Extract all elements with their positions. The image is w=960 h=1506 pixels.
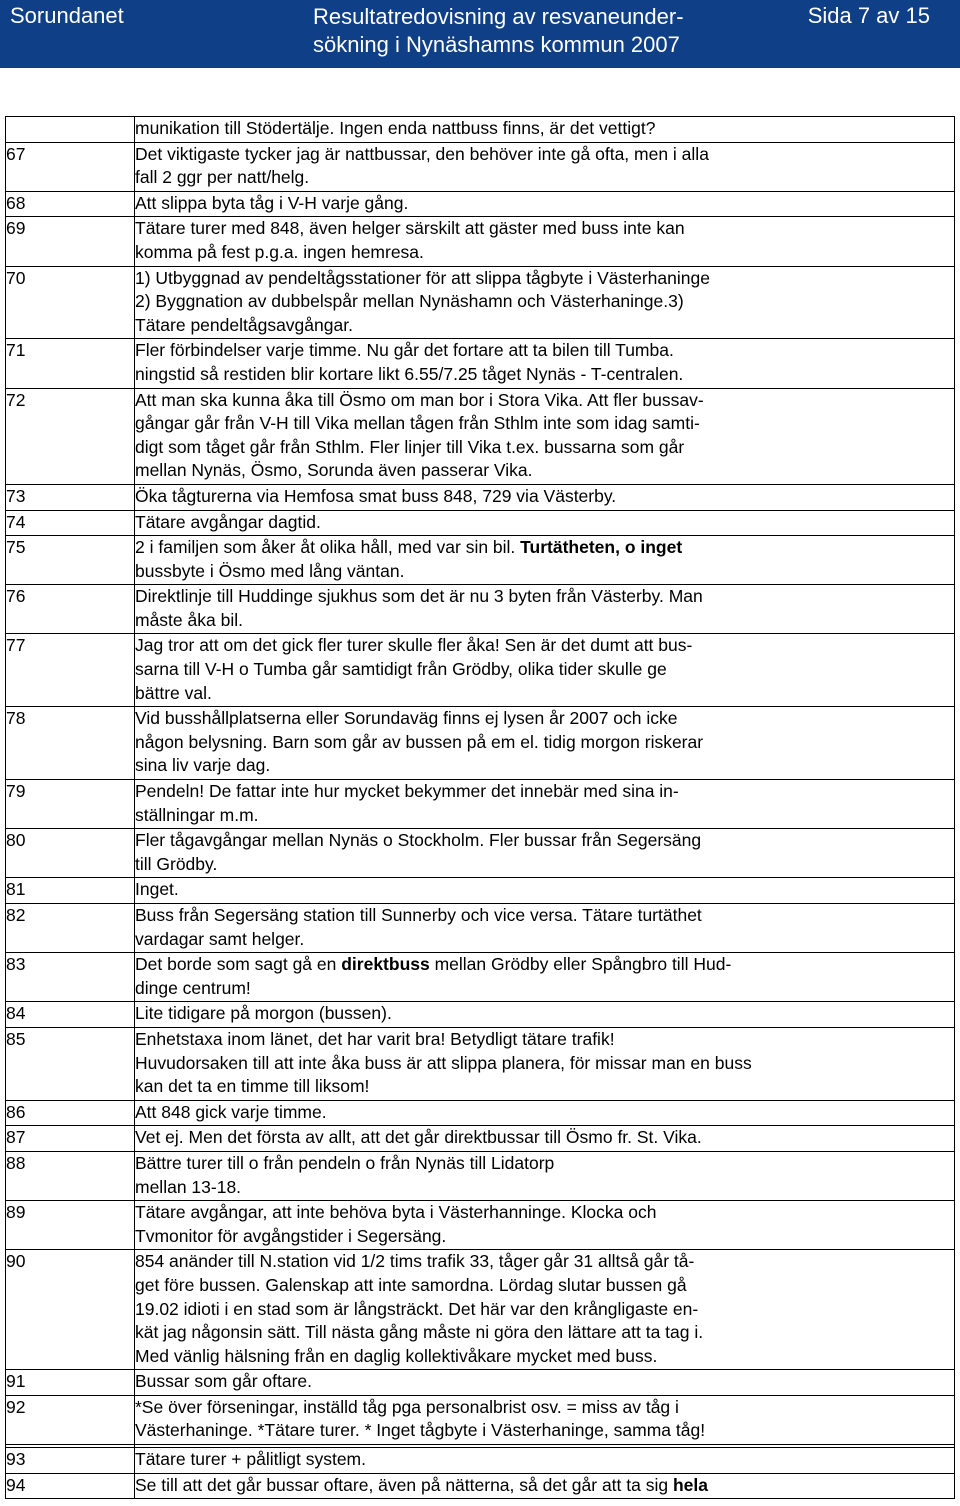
response-line: sina liv varje dag. <box>135 755 271 776</box>
response-line: ningstid så restiden blir kortare likt 6.55/7.25 tåget Nynäs - T-centralen. <box>135 363 684 384</box>
document-title-line-2: sökning i Nynäshamns kommun 2007 <box>313 32 680 57</box>
response-line: Enhetstaxa inom länet, det har varit bra! Betydligt tätare trafik! <box>135 1028 615 1049</box>
responses-table-body <box>6 117 955 1499</box>
response-number: 69 <box>6 217 135 266</box>
response-number: 77 <box>6 634 135 707</box>
response-segment: mellan Grödby eller Spångbro till Hud- <box>429 954 732 975</box>
table-row <box>6 953 955 1002</box>
response-number: 87 <box>6 1126 135 1152</box>
table-row <box>6 217 955 266</box>
response-number: 80 <box>6 829 135 878</box>
table-row <box>6 536 955 585</box>
response-number <box>6 117 135 143</box>
response-line: Direktlinje till Huddinge sjukhus som det är nu 3 byten från Västerby. Man <box>135 586 703 607</box>
emphasized-text: hela <box>672 1474 708 1495</box>
table-row <box>6 266 955 339</box>
response-segment: bussbyte i Ösmo med lång väntan. <box>135 560 405 581</box>
response-line: kan det ta en timme till liksom! <box>135 1076 370 1097</box>
response-line: munikation till Stödertälje. Ingen enda nattbuss finns, är det vettigt? <box>135 118 656 138</box>
page-number: Sida 7 av 15 <box>807 3 930 28</box>
response-line: Vid busshållplatserna eller Sorundaväg finns ej lysen år 2007 och icke <box>135 708 678 729</box>
response-number: 94 <box>6 1473 135 1499</box>
response-number: 91 <box>6 1370 135 1396</box>
table-row <box>6 1151 955 1200</box>
response-text <box>135 829 955 878</box>
response-text <box>135 1151 955 1200</box>
document-title <box>313 3 684 59</box>
response-text <box>135 780 955 829</box>
response-line: ställningar m.m. <box>135 804 259 825</box>
table-row <box>6 1473 955 1499</box>
response-number: 89 <box>6 1201 135 1250</box>
table-row <box>6 1370 955 1396</box>
response-text <box>135 1002 955 1028</box>
response-line: Tätare avgångar, att inte behöva byta i Västerhanninge. Klocka och <box>135 1202 657 1223</box>
response-text <box>135 1395 955 1444</box>
table-row <box>6 484 955 510</box>
response-text <box>135 1250 955 1370</box>
table-row <box>6 1100 955 1126</box>
response-line: Vet ej. Men det första av allt, att det går direktbussar till Ösmo fr. St. Vika. <box>135 1127 702 1148</box>
response-segment: Det borde som sagt gå en <box>135 954 342 975</box>
response-line: *Se över förseningar, inställd tåg pga personalbrist osv. = miss av tåg i <box>135 1396 679 1417</box>
response-text <box>135 953 955 1002</box>
table-row <box>6 878 955 904</box>
response-number: 74 <box>6 510 135 536</box>
response-number: 73 <box>6 484 135 510</box>
response-line: Fler tågavgångar mellan Nynäs o Stockholm. Fler bussar från Segersäng <box>135 830 702 851</box>
response-number: 79 <box>6 780 135 829</box>
response-line: Lite tidigare på morgon (bussen). <box>135 1003 392 1024</box>
response-number: 86 <box>6 1100 135 1126</box>
emphasized-text: direktbuss <box>341 954 430 975</box>
response-text <box>135 510 955 536</box>
response-number: 72 <box>6 388 135 484</box>
response-line: Inget. <box>135 879 179 900</box>
response-line: Buss från Segersäng station till Sunnerby och vice versa. Tätare turtäthet <box>135 905 702 925</box>
response-line: Bättre turer till o från pendeln o från Nynäs till Lidatorp <box>135 1152 555 1173</box>
response-line: Att 848 gick varje timme. <box>135 1101 327 1122</box>
table-row <box>6 1126 955 1152</box>
response-text <box>135 878 955 904</box>
table-row <box>6 634 955 707</box>
response-text <box>135 339 955 388</box>
response-number: 68 <box>6 191 135 217</box>
response-line: bättre val. <box>135 682 212 703</box>
response-text <box>135 1126 955 1152</box>
table-row <box>6 707 955 780</box>
response-number: 82 <box>6 904 135 953</box>
response-line: Tvmonitor för avgångstider i Segersäng. <box>135 1225 447 1246</box>
table-row <box>6 1027 955 1100</box>
table-row <box>6 339 955 388</box>
table-row <box>6 388 955 484</box>
response-line: Det viktigaste tycker jag är nattbussar, den behöver inte gå ofta, men i alla <box>135 143 709 164</box>
response-line: någon belysning. Barn som går av bussen på em el. tidig morgon riskerar <box>135 731 704 752</box>
response-line: Pendeln! De fattar inte hur mycket bekymmer det innebär med sina in- <box>135 781 679 802</box>
table-row <box>6 1201 955 1250</box>
response-number: 78 <box>6 707 135 780</box>
table-row <box>6 1002 955 1028</box>
response-text <box>135 1027 955 1100</box>
response-line: fall 2 ggr per natt/helg. <box>135 167 310 188</box>
response-text <box>135 1370 955 1396</box>
responses-table <box>5 116 955 1499</box>
response-line: komma på fest p.g.a. ingen hemresa. <box>135 241 424 262</box>
response-segment: dinge centrum! <box>135 977 251 998</box>
response-line: Att man ska kunna åka till Ösmo om man bor i Stora Vika. Att fler bussav- <box>135 389 704 410</box>
response-number: 70 <box>6 266 135 339</box>
page-header <box>0 0 960 68</box>
response-line: digt som tåget går från Sthlm. Fler linjer till Vika t.ex. bussarna som går <box>135 436 685 457</box>
response-text <box>135 634 955 707</box>
response-number: 92 <box>6 1395 135 1444</box>
table-row <box>6 191 955 217</box>
response-number: 71 <box>6 339 135 388</box>
response-number: 75 <box>6 536 135 585</box>
response-line: 2) Byggnation av dubbelspår mellan Nynäshamn och Västerhaninge.3) <box>135 291 684 312</box>
response-line: get före bussen. Galenskap att inte samordna. Lördag slutar bussen gå <box>135 1274 687 1295</box>
response-line: Huvudorsaken till att inte åka buss är att slippa planera, för missar man en buss <box>135 1052 752 1073</box>
response-segment: 2 i familjen som åker åt olika håll, med var sin bil. <box>135 537 521 558</box>
response-text <box>135 585 955 634</box>
response-number: 67 <box>6 142 135 191</box>
response-number: 90 <box>6 1250 135 1370</box>
response-text <box>135 1201 955 1250</box>
document-title-line-1: Resultatredovisning av resvaneunder- <box>313 4 684 29</box>
response-text <box>135 536 955 585</box>
site-name: Sorundanet <box>10 3 124 28</box>
response-line: Tätare turer med 848, även helger särskilt att gäster med buss inte kan <box>135 218 685 239</box>
table-row <box>6 1250 955 1370</box>
response-line: mellan 13-18. <box>135 1176 242 1197</box>
response-line: gångar går från V-H till Vika mellan tågen från Sthlm inte som idag samti- <box>135 413 700 434</box>
response-text <box>135 1473 955 1499</box>
response-text <box>135 191 955 217</box>
emphasized-text: Turtätheten, o inget <box>520 537 683 558</box>
table-row <box>6 780 955 829</box>
response-text <box>135 707 955 780</box>
response-line: kät jag någonsin sätt. Till nästa gång måste ni göra den lättare att ta tag i. <box>135 1322 704 1343</box>
response-number: 88 <box>6 1151 135 1200</box>
response-line: Västerhaninge. *Tätare turer. * Inget tågbyte i Västerhaninge, samma tåg! <box>135 1420 706 1441</box>
response-text <box>135 388 955 484</box>
response-line: 1) Utbyggnad av pendeltågsstationer för att slippa tågbyte i Västerhaninge <box>135 267 710 288</box>
table-row <box>6 510 955 536</box>
response-line: Fler förbindelser varje timme. Nu går det fortare att ta bilen till Tumba. <box>135 340 674 361</box>
response-text <box>135 266 955 339</box>
response-text <box>135 217 955 266</box>
response-text <box>135 1448 955 1474</box>
response-line: Att slippa byta tåg i V-H varje gång. <box>135 192 409 213</box>
response-line: sarna till V-H o Tumba går samtidigt från Grödby, olika tider skulle ge <box>135 659 667 680</box>
response-line: mellan Nynäs, Ösmo, Sorunda även passerar Vika. <box>135 460 533 481</box>
response-text <box>135 1100 955 1126</box>
response-line: Bussar som går oftare. <box>135 1371 313 1392</box>
response-line: 19.02 idioti i en stad som är långsträckt. Det här var den krångligaste en- <box>135 1298 699 1319</box>
response-line: måste åka bil. <box>135 609 243 630</box>
response-line: vardagar samt helger. <box>135 928 305 949</box>
response-line: Jag tror att om det gick fler turer skulle fler åka! Sen är det dumt att bus- <box>135 635 693 656</box>
response-text <box>135 904 955 953</box>
table-row <box>6 1448 955 1474</box>
response-number: 93 <box>6 1448 135 1474</box>
table-row <box>6 585 955 634</box>
response-number: 85 <box>6 1027 135 1100</box>
table-row <box>6 142 955 191</box>
response-line: Tätare turer + pålitligt system. <box>135 1449 366 1470</box>
table-row <box>6 829 955 878</box>
response-text <box>135 142 955 191</box>
response-line: Öka tågturerna via Hemfosa smat buss 848, 729 via Västerby. <box>135 485 617 506</box>
response-number: 83 <box>6 953 135 1002</box>
response-text <box>135 117 955 143</box>
response-number: 81 <box>6 878 135 904</box>
table-row <box>6 117 955 143</box>
response-line: 854 anänder till N.station vid 1/2 tims trafik 33, tåger går 31 alltså går tå- <box>135 1251 695 1272</box>
response-line: Tätare avgångar dagtid. <box>135 511 321 532</box>
response-line: till Grödby. <box>135 853 218 874</box>
table-row <box>6 904 955 953</box>
response-line: Med vänlig hälsning från en daglig kollektivåkare mycket med buss. <box>135 1345 658 1366</box>
response-number: 76 <box>6 585 135 634</box>
response-number: 84 <box>6 1002 135 1028</box>
response-line: Tätare pendeltågsavgångar. <box>135 314 353 335</box>
response-segment: Se till att det går bussar oftare, även på nätterna, så det går att ta sig <box>135 1474 673 1495</box>
response-text <box>135 484 955 510</box>
table-row <box>6 1395 955 1444</box>
